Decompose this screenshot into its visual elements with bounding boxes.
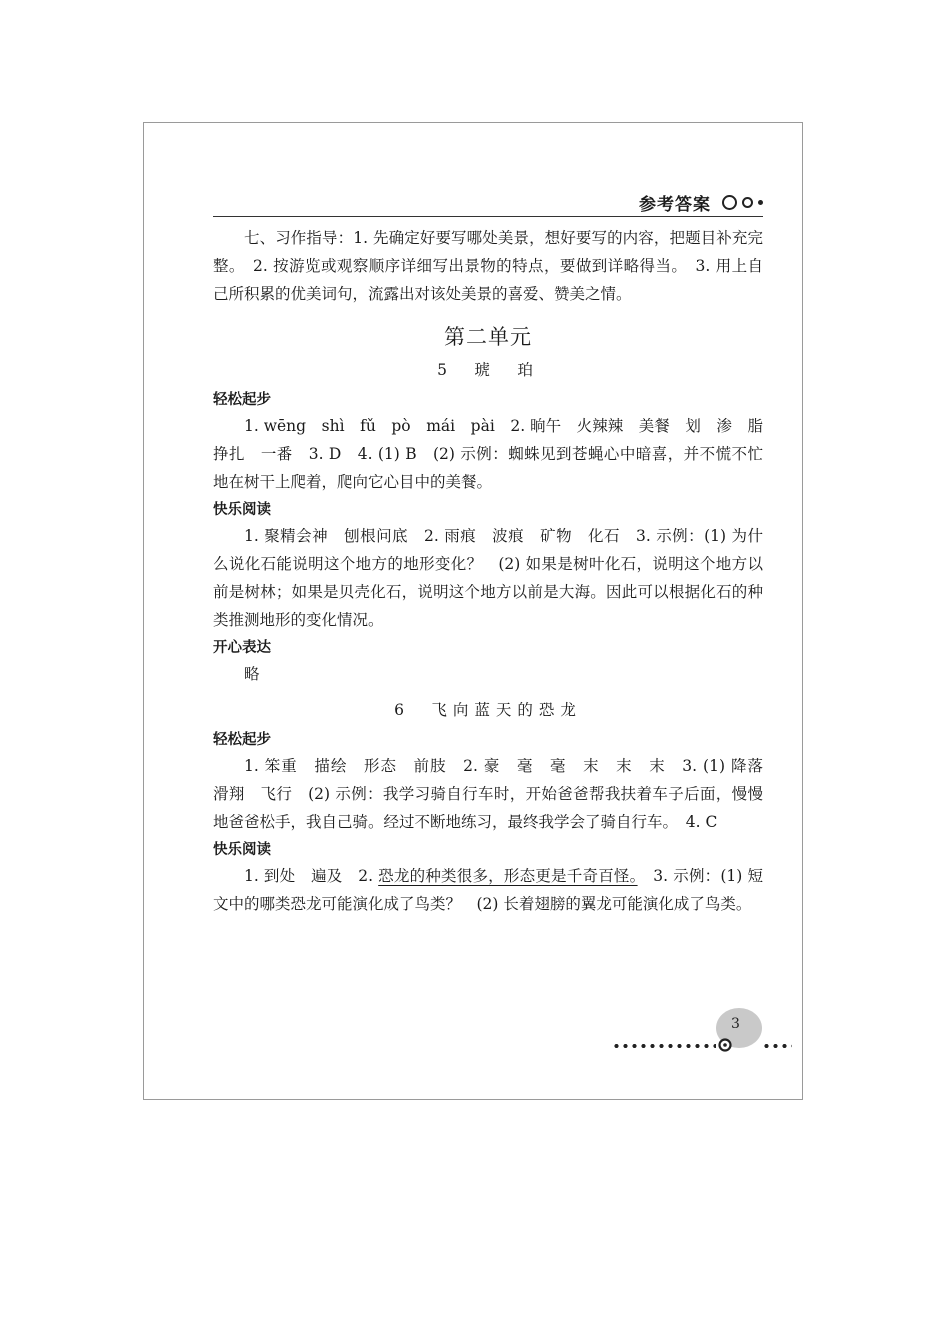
section-heading: 快乐阅读 (213, 502, 271, 518)
unit-title: 第二单元 (444, 325, 532, 349)
answer-text: 3. 示例：(1) 短文中的哪类恐龙可能演化成了鸟类？ (2) 长着翅膀的翼龙可能演化成了鸟类。 (213, 867, 763, 913)
header-title: 参考答案 (639, 195, 711, 215)
answer-paragraph: 1. 笨重 描绘 形态 前肢 2. 豪 毫 毫 末 末 末 3. (1) 降落 滑翔 飞行 (2) 示例：我学习骑自行车时，开始爸爸帮我扶着车子后面，慢慢地爸爸松手，我自己骑。经过不断地练习，最终我学会了骑自行车。 4. C (213, 757, 779, 831)
writing-guidance-paragraph: 七、习作指导：1. 先确定好要写哪处美景，想好要写的内容，把题目补充完整。 2. 按游览或观察顺序详细写出景物的特点，要做到详略得当。 3. 用上自己所积累的优美词句，流露出对该处美景的喜爱、赞美之情。 (213, 229, 763, 303)
section-heading: 开心表达 (213, 640, 271, 656)
footer-dotted-line (612, 1043, 716, 1049)
answer-text: 1. 到处 遍及 2. (244, 867, 379, 885)
knob-icon (718, 1038, 732, 1052)
lesson-6-title: 6 飞向蓝天的恐龙 (394, 701, 582, 719)
answer-paragraph (213, 862, 763, 918)
page-number: 3 (731, 1016, 740, 1032)
answer-paragraph: 1. 聚精会神 刨根问底 2. 雨痕 波痕 矿物 化石 3. 示例：(1) 为什么说化石能说明这个地方的地形变化？ (2) 如果是树叶化石，说明这个地方以前是树林；如果是贝壳化石，说明这个地方以前是大海。因此可以根据化石的种类推测地形的变化情况。 (213, 527, 763, 629)
header-circles-icon (722, 195, 763, 210)
footer-dotted-line (762, 1043, 792, 1049)
section-heading: 快乐阅读 (213, 842, 271, 858)
section-heading: 轻松起步 (213, 392, 271, 408)
page-number-badge (716, 1008, 792, 1058)
answer-content (213, 224, 779, 918)
answer-paragraph: 略 (244, 665, 260, 683)
lesson-5-title: 5 琥 珀 (437, 361, 539, 379)
answer-paragraph: 1. wēng shì fǔ pò mái pài 2. 晌午 火辣辣 美餐 划 渗 脂 挣扎 一番 3. D 4. (1) B (2) 示例：蜘蛛见到苍蝇心中暗喜，并不慌不忙地在树干上爬着，爬向它心目中的美餐。 (213, 417, 779, 491)
running-header (213, 188, 763, 217)
underlined-answer: 恐龙的种类很多，形态更是千奇百怪。 (378, 867, 638, 885)
section-heading: 轻松起步 (213, 732, 271, 748)
